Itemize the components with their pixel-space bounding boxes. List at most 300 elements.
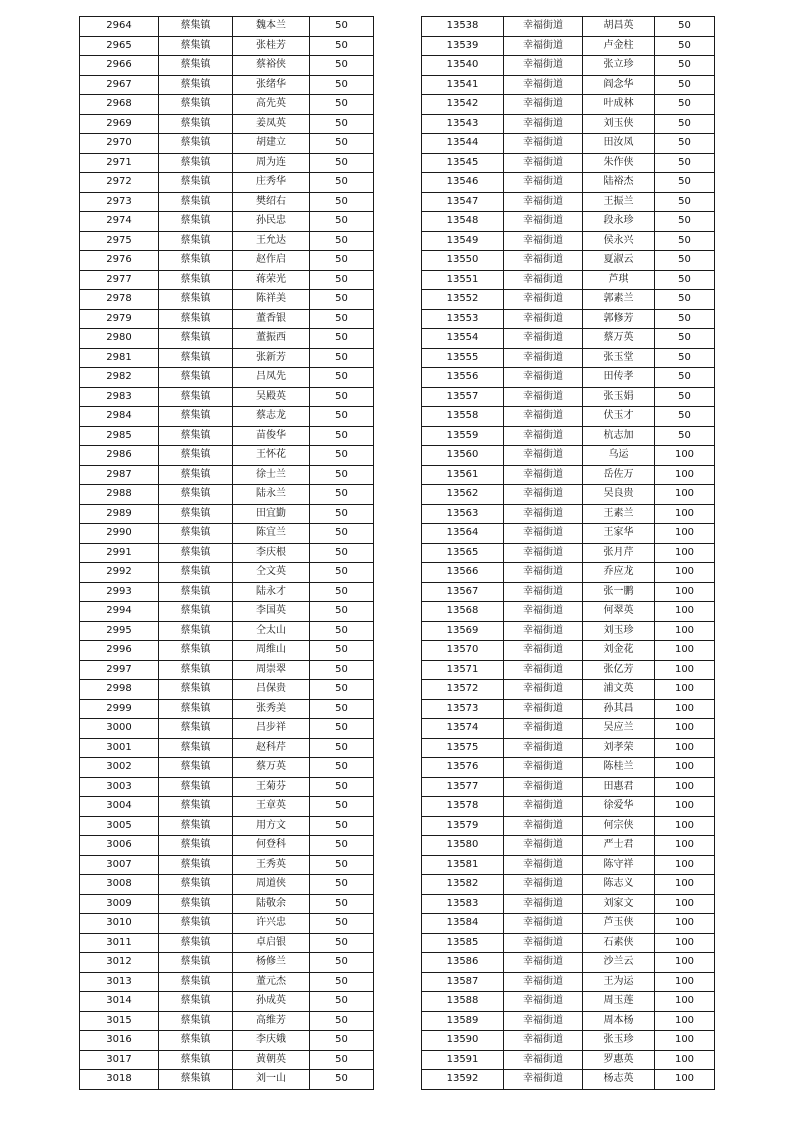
table-row <box>80 582 374 602</box>
table-row <box>80 407 374 427</box>
table-row <box>422 894 715 914</box>
name-cell: 夏淑云 <box>583 251 655 271</box>
township-cell: 蔡集镇 <box>159 446 233 466</box>
township-cell: 蔡集镇 <box>159 992 233 1012</box>
amount-cell: 100 <box>655 1050 715 1070</box>
serial-number-cell: 13558 <box>422 407 504 427</box>
name-cell: 魏本兰 <box>233 17 310 37</box>
amount-cell: 100 <box>655 699 715 719</box>
serial-number-cell: 13578 <box>422 797 504 817</box>
amount-cell: 50 <box>655 56 715 76</box>
name-cell: 吕凤先 <box>233 368 310 388</box>
table-row <box>80 914 374 934</box>
township-cell: 幸福街道 <box>504 485 583 505</box>
serial-number-cell: 3003 <box>80 777 159 797</box>
serial-number-cell: 2987 <box>80 465 159 485</box>
township-cell: 幸福街道 <box>504 855 583 875</box>
township-cell: 蔡集镇 <box>159 251 233 271</box>
serial-number-cell: 13554 <box>422 329 504 349</box>
serial-number-cell: 13540 <box>422 56 504 76</box>
township-cell: 蔡集镇 <box>159 816 233 836</box>
table-row <box>422 1050 715 1070</box>
serial-number-cell: 3002 <box>80 758 159 778</box>
township-cell: 幸福街道 <box>504 36 583 56</box>
table-row <box>422 270 715 290</box>
township-cell: 幸福街道 <box>504 524 583 544</box>
township-cell: 幸福街道 <box>504 914 583 934</box>
township-cell: 蔡集镇 <box>159 953 233 973</box>
table-row <box>422 1070 715 1090</box>
township-cell: 幸福街道 <box>504 836 583 856</box>
table-row <box>422 1031 715 1051</box>
table-row <box>80 212 374 232</box>
serial-number-cell: 13550 <box>422 251 504 271</box>
amount-cell: 100 <box>655 777 715 797</box>
serial-number-cell: 2972 <box>80 173 159 193</box>
amount-cell: 50 <box>310 1011 374 1031</box>
table-row <box>422 348 715 368</box>
amount-cell: 50 <box>310 621 374 641</box>
serial-number-cell: 2999 <box>80 699 159 719</box>
amount-cell: 50 <box>655 251 715 271</box>
serial-number-cell: 2983 <box>80 387 159 407</box>
township-cell: 蔡集镇 <box>159 17 233 37</box>
serial-number-cell: 13573 <box>422 699 504 719</box>
table-row <box>422 134 715 154</box>
township-cell: 蔡集镇 <box>159 36 233 56</box>
township-cell: 幸福街道 <box>504 309 583 329</box>
name-cell: 蔡志龙 <box>233 407 310 427</box>
roster-table-body <box>422 17 715 1090</box>
serial-number-cell: 13574 <box>422 719 504 739</box>
name-cell: 杨修兰 <box>233 953 310 973</box>
amount-cell: 100 <box>655 797 715 817</box>
name-cell: 陆裕杰 <box>583 173 655 193</box>
amount-cell: 100 <box>655 972 715 992</box>
table-row <box>80 1070 374 1090</box>
table-row <box>422 426 715 446</box>
table-row <box>80 699 374 719</box>
serial-number-cell: 3015 <box>80 1011 159 1031</box>
table-row <box>422 641 715 661</box>
table-row <box>80 660 374 680</box>
amount-cell: 50 <box>310 446 374 466</box>
table-row <box>422 387 715 407</box>
serial-number-cell: 13571 <box>422 660 504 680</box>
amount-cell: 50 <box>655 36 715 56</box>
amount-cell: 50 <box>310 368 374 388</box>
amount-cell: 100 <box>655 485 715 505</box>
serial-number-cell: 13552 <box>422 290 504 310</box>
serial-number-cell: 13562 <box>422 485 504 505</box>
serial-number-cell: 13567 <box>422 582 504 602</box>
name-cell: 李庆根 <box>233 543 310 563</box>
amount-cell: 50 <box>310 17 374 37</box>
table-row <box>422 95 715 115</box>
amount-cell: 50 <box>655 173 715 193</box>
table-row <box>422 875 715 895</box>
amount-cell: 50 <box>310 75 374 95</box>
township-cell: 幸福街道 <box>504 368 583 388</box>
name-cell: 樊绍右 <box>233 192 310 212</box>
name-cell: 伏玉才 <box>583 407 655 427</box>
township-cell: 幸福街道 <box>504 816 583 836</box>
serial-number-cell: 3001 <box>80 738 159 758</box>
serial-number-cell: 3010 <box>80 914 159 934</box>
table-row <box>422 153 715 173</box>
name-cell: 赵科芹 <box>233 738 310 758</box>
table-row <box>422 465 715 485</box>
name-cell: 芦玉侠 <box>583 914 655 934</box>
amount-cell: 50 <box>310 36 374 56</box>
name-cell: 张秀美 <box>233 699 310 719</box>
name-cell: 陈志义 <box>583 875 655 895</box>
amount-cell: 100 <box>655 738 715 758</box>
table-row <box>80 270 374 290</box>
amount-cell: 50 <box>310 797 374 817</box>
serial-number-cell: 3008 <box>80 875 159 895</box>
name-cell: 郭修芳 <box>583 309 655 329</box>
serial-number-cell: 13541 <box>422 75 504 95</box>
table-row <box>422 699 715 719</box>
township-cell: 幸福街道 <box>504 777 583 797</box>
serial-number-cell: 2991 <box>80 543 159 563</box>
township-cell: 幸福街道 <box>504 992 583 1012</box>
table-row <box>422 738 715 758</box>
name-cell: 李国英 <box>233 602 310 622</box>
township-cell: 幸福街道 <box>504 953 583 973</box>
table-row <box>80 446 374 466</box>
amount-cell: 100 <box>655 1070 715 1090</box>
name-cell: 高先英 <box>233 95 310 115</box>
name-cell: 董元杰 <box>233 972 310 992</box>
township-cell: 幸福街道 <box>504 933 583 953</box>
township-cell: 幸福街道 <box>504 17 583 37</box>
township-cell: 蔡集镇 <box>159 290 233 310</box>
name-cell: 胡建立 <box>233 134 310 154</box>
name-cell: 刘孝荣 <box>583 738 655 758</box>
township-cell: 蔡集镇 <box>159 914 233 934</box>
township-cell: 蔡集镇 <box>159 855 233 875</box>
township-cell: 蔡集镇 <box>159 1050 233 1070</box>
amount-cell: 50 <box>310 563 374 583</box>
amount-cell: 50 <box>310 816 374 836</box>
township-cell: 幸福街道 <box>504 504 583 524</box>
table-row <box>80 309 374 329</box>
township-cell: 幸福街道 <box>504 1070 583 1090</box>
amount-cell: 50 <box>310 719 374 739</box>
name-cell: 周本杨 <box>583 1011 655 1031</box>
amount-cell: 50 <box>310 582 374 602</box>
amount-cell: 50 <box>310 777 374 797</box>
amount-cell: 100 <box>655 1031 715 1051</box>
township-cell: 蔡集镇 <box>159 56 233 76</box>
serial-number-cell: 2992 <box>80 563 159 583</box>
township-cell: 蔡集镇 <box>159 95 233 115</box>
township-cell: 蔡集镇 <box>159 836 233 856</box>
name-cell: 田惠君 <box>583 777 655 797</box>
amount-cell: 100 <box>655 758 715 778</box>
name-cell: 罗惠英 <box>583 1050 655 1070</box>
amount-cell: 50 <box>310 992 374 1012</box>
amount-cell: 50 <box>310 738 374 758</box>
serial-number-cell: 2996 <box>80 641 159 661</box>
name-cell: 何登科 <box>233 836 310 856</box>
table-row <box>80 621 374 641</box>
township-cell: 幸福街道 <box>504 173 583 193</box>
township-cell: 幸福街道 <box>504 758 583 778</box>
serial-number-cell: 13568 <box>422 602 504 622</box>
township-cell: 幸福街道 <box>504 660 583 680</box>
amount-cell: 50 <box>310 465 374 485</box>
name-cell: 刘一山 <box>233 1070 310 1090</box>
township-cell: 幸福街道 <box>504 894 583 914</box>
township-cell: 幸福街道 <box>504 95 583 115</box>
serial-number-cell: 2980 <box>80 329 159 349</box>
serial-number-cell: 2994 <box>80 602 159 622</box>
township-cell: 幸福街道 <box>504 426 583 446</box>
township-cell: 幸福街道 <box>504 212 583 232</box>
township-cell: 蔡集镇 <box>159 621 233 641</box>
township-cell: 幸福街道 <box>504 407 583 427</box>
name-cell: 张玉珍 <box>583 1031 655 1051</box>
township-cell: 幸福街道 <box>504 75 583 95</box>
amount-cell: 50 <box>310 426 374 446</box>
name-cell: 吴应兰 <box>583 719 655 739</box>
name-cell: 张新芳 <box>233 348 310 368</box>
township-cell: 幸福街道 <box>504 563 583 583</box>
name-cell: 王允达 <box>233 231 310 251</box>
name-cell: 张月芹 <box>583 543 655 563</box>
table-row <box>80 524 374 544</box>
roster-table-body <box>80 17 374 1090</box>
serial-number-cell: 2986 <box>80 446 159 466</box>
table-row <box>422 953 715 973</box>
name-cell: 石素侠 <box>583 933 655 953</box>
serial-number-cell: 2977 <box>80 270 159 290</box>
amount-cell: 50 <box>655 75 715 95</box>
table-row <box>422 524 715 544</box>
name-cell: 卢金柱 <box>583 36 655 56</box>
amount-cell: 50 <box>310 134 374 154</box>
table-row <box>80 173 374 193</box>
table-row <box>422 758 715 778</box>
serial-number-cell: 13570 <box>422 641 504 661</box>
amount-cell: 50 <box>310 1031 374 1051</box>
table-row <box>80 777 374 797</box>
serial-number-cell: 3011 <box>80 933 159 953</box>
amount-cell: 50 <box>310 894 374 914</box>
serial-number-cell: 2964 <box>80 17 159 37</box>
name-cell: 陆永兰 <box>233 485 310 505</box>
table-row <box>422 797 715 817</box>
serial-number-cell: 2979 <box>80 309 159 329</box>
serial-number-cell: 2970 <box>80 134 159 154</box>
name-cell: 王素兰 <box>583 504 655 524</box>
serial-number-cell: 3017 <box>80 1050 159 1070</box>
table-row <box>422 719 715 739</box>
table-row <box>422 582 715 602</box>
serial-number-cell: 2997 <box>80 660 159 680</box>
amount-cell: 50 <box>310 524 374 544</box>
table-row <box>422 251 715 271</box>
name-cell: 岳佐万 <box>583 465 655 485</box>
name-cell: 浦文英 <box>583 680 655 700</box>
serial-number-cell: 13591 <box>422 1050 504 1070</box>
township-cell: 幸福街道 <box>504 738 583 758</box>
township-cell: 幸福街道 <box>504 602 583 622</box>
serial-number-cell: 3005 <box>80 816 159 836</box>
amount-cell: 50 <box>655 192 715 212</box>
name-cell: 蔡万英 <box>583 329 655 349</box>
name-cell: 王菊芬 <box>233 777 310 797</box>
township-cell: 幸福街道 <box>504 1050 583 1070</box>
amount-cell: 100 <box>655 816 715 836</box>
amount-cell: 100 <box>655 602 715 622</box>
township-cell: 幸福街道 <box>504 1031 583 1051</box>
amount-cell: 50 <box>310 329 374 349</box>
name-cell: 叶成林 <box>583 95 655 115</box>
table-row <box>80 563 374 583</box>
name-cell: 田宜勤 <box>233 504 310 524</box>
name-cell: 陈桂兰 <box>583 758 655 778</box>
name-cell: 仝太山 <box>233 621 310 641</box>
name-cell: 杭志加 <box>583 426 655 446</box>
township-cell: 蔡集镇 <box>159 1011 233 1031</box>
serial-number-cell: 3007 <box>80 855 159 875</box>
table-row <box>80 17 374 37</box>
table-row <box>80 348 374 368</box>
township-cell: 蔡集镇 <box>159 641 233 661</box>
table-row <box>80 485 374 505</box>
township-cell: 蔡集镇 <box>159 719 233 739</box>
name-cell: 卓启银 <box>233 933 310 953</box>
name-cell: 芦琪 <box>583 270 655 290</box>
serial-number-cell: 13544 <box>422 134 504 154</box>
serial-number-cell: 13564 <box>422 524 504 544</box>
amount-cell: 50 <box>655 95 715 115</box>
table-row <box>422 972 715 992</box>
township-cell: 蔡集镇 <box>159 348 233 368</box>
amount-cell: 50 <box>655 270 715 290</box>
township-cell: 蔡集镇 <box>159 153 233 173</box>
serial-number-cell: 2995 <box>80 621 159 641</box>
serial-number-cell: 2965 <box>80 36 159 56</box>
township-cell: 蔡集镇 <box>159 933 233 953</box>
amount-cell: 50 <box>310 387 374 407</box>
name-cell: 张玉堂 <box>583 348 655 368</box>
table-row <box>80 719 374 739</box>
township-cell: 蔡集镇 <box>159 504 233 524</box>
table-row <box>80 992 374 1012</box>
amount-cell: 100 <box>655 719 715 739</box>
amount-cell: 50 <box>310 407 374 427</box>
table-row <box>422 933 715 953</box>
table-row <box>80 192 374 212</box>
table-row <box>422 816 715 836</box>
serial-number-cell: 3016 <box>80 1031 159 1051</box>
amount-cell: 100 <box>655 543 715 563</box>
amount-cell: 50 <box>655 231 715 251</box>
name-cell: 张亿芳 <box>583 660 655 680</box>
name-cell: 许兴忠 <box>233 914 310 934</box>
name-cell: 严士君 <box>583 836 655 856</box>
serial-number-cell: 13581 <box>422 855 504 875</box>
name-cell: 王为运 <box>583 972 655 992</box>
table-row <box>422 836 715 856</box>
table-row <box>80 426 374 446</box>
township-cell: 幸福街道 <box>504 446 583 466</box>
name-cell: 用方文 <box>233 816 310 836</box>
name-cell: 黄朝英 <box>233 1050 310 1070</box>
name-cell: 张立珍 <box>583 56 655 76</box>
table-row <box>80 251 374 271</box>
name-cell: 周为连 <box>233 153 310 173</box>
serial-number-cell: 2974 <box>80 212 159 232</box>
serial-number-cell: 13575 <box>422 738 504 758</box>
serial-number-cell: 13542 <box>422 95 504 115</box>
table-row <box>422 563 715 583</box>
serial-number-cell: 2967 <box>80 75 159 95</box>
table-row <box>80 543 374 563</box>
serial-number-cell: 13548 <box>422 212 504 232</box>
township-cell: 幸福街道 <box>504 153 583 173</box>
serial-number-cell: 3009 <box>80 894 159 914</box>
serial-number-cell: 13553 <box>422 309 504 329</box>
township-cell: 蔡集镇 <box>159 485 233 505</box>
amount-cell: 50 <box>310 251 374 271</box>
serial-number-cell: 13583 <box>422 894 504 914</box>
table-row <box>80 894 374 914</box>
table-row <box>422 192 715 212</box>
amount-cell: 50 <box>310 348 374 368</box>
township-cell: 蔡集镇 <box>159 660 233 680</box>
roster-table-right <box>421 16 715 1090</box>
serial-number-cell: 2985 <box>80 426 159 446</box>
table-row <box>80 816 374 836</box>
name-cell: 何翠英 <box>583 602 655 622</box>
township-cell: 幸福街道 <box>504 641 583 661</box>
table-row <box>80 836 374 856</box>
amount-cell: 50 <box>310 660 374 680</box>
amount-cell: 50 <box>310 95 374 115</box>
township-cell: 幸福街道 <box>504 972 583 992</box>
amount-cell: 50 <box>310 270 374 290</box>
table-row <box>422 485 715 505</box>
table-row <box>422 446 715 466</box>
serial-number-cell: 13561 <box>422 465 504 485</box>
township-cell: 幸福街道 <box>504 387 583 407</box>
table-row <box>422 1011 715 1031</box>
serial-number-cell: 13589 <box>422 1011 504 1031</box>
township-cell: 蔡集镇 <box>159 329 233 349</box>
name-cell: 孙其昌 <box>583 699 655 719</box>
table-row <box>422 329 715 349</box>
table-row <box>422 75 715 95</box>
serial-number-cell: 13559 <box>422 426 504 446</box>
table-row <box>422 309 715 329</box>
table-row <box>422 290 715 310</box>
township-cell: 蔡集镇 <box>159 602 233 622</box>
table-row <box>80 797 374 817</box>
name-cell: 乌运 <box>583 446 655 466</box>
name-cell: 陈守祥 <box>583 855 655 875</box>
table-row <box>80 75 374 95</box>
township-cell: 幸福街道 <box>504 329 583 349</box>
township-cell: 幸福街道 <box>504 270 583 290</box>
amount-cell: 100 <box>655 992 715 1012</box>
serial-number-cell: 3000 <box>80 719 159 739</box>
